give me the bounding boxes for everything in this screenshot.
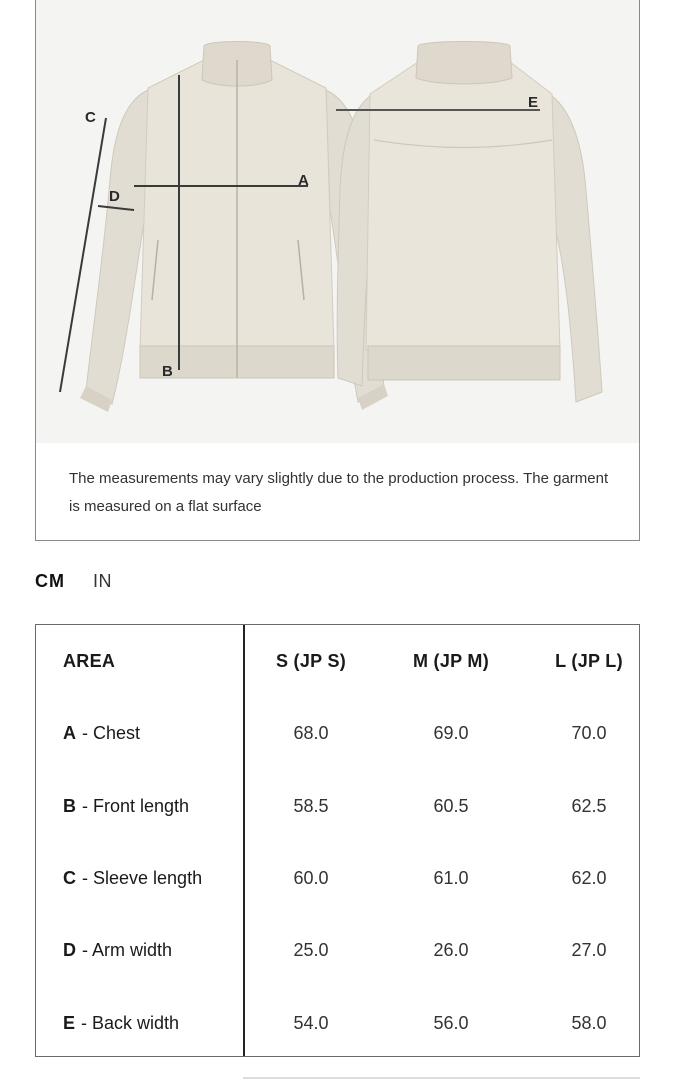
area-letter: E	[63, 1012, 76, 1033]
header-size-m: M (JP M)	[412, 650, 490, 671]
value-m: 61.0	[433, 867, 469, 888]
area-letter: C	[63, 867, 76, 888]
table-header-row	[36, 625, 639, 697]
value-s: 60.0	[293, 867, 329, 888]
table-row-sleeve-length	[36, 842, 639, 914]
value-l: 62.0	[571, 867, 607, 888]
area-letter: A	[63, 722, 76, 743]
value-s: 68.0	[293, 722, 329, 743]
measurement-guide-card	[35, 0, 640, 541]
area-letter: D	[63, 939, 76, 960]
measurement-note: The measurements may vary slightly due to the production process. The garment is measured on a flat surface	[69, 470, 609, 515]
label-a: A	[298, 172, 309, 189]
area-letter: B	[63, 795, 76, 816]
label-b: B	[162, 363, 173, 380]
jacket-diagram	[36, 0, 639, 443]
area-cell	[63, 987, 243, 1059]
value-s: 25.0	[293, 939, 329, 960]
unit-cm-option[interactable]: CM	[35, 571, 65, 591]
value-l: 58.0	[571, 1012, 607, 1033]
value-m: 69.0	[433, 722, 469, 743]
value-m: 26.0	[433, 939, 469, 960]
area-cell	[63, 697, 243, 769]
area-name: - Back width	[81, 1012, 180, 1033]
area-cell	[63, 842, 243, 914]
value-s: 54.0	[293, 1012, 329, 1033]
area-name: - Chest	[82, 722, 141, 743]
table-row-front-length	[36, 770, 639, 842]
area-name: - Arm width	[82, 939, 173, 960]
header-size-l: L (JP L)	[555, 650, 623, 671]
value-m: 60.5	[433, 795, 469, 816]
table-row-back-width	[36, 987, 639, 1059]
label-d: D	[109, 188, 120, 205]
area-cell	[63, 770, 243, 842]
value-l: 27.0	[571, 939, 607, 960]
area-name: - Sleeve length	[82, 867, 203, 888]
unit-toggle	[35, 571, 112, 595]
header-size-s: S (JP S)	[275, 650, 347, 671]
table-row-arm-width	[36, 914, 639, 986]
label-c: C	[85, 109, 96, 126]
jacket-measurement-illustration	[36, 0, 639, 443]
value-l: 70.0	[571, 722, 607, 743]
value-m: 56.0	[433, 1012, 469, 1033]
unit-in-option[interactable]: IN	[93, 571, 112, 591]
value-s: 58.5	[293, 795, 329, 816]
bottom-divider	[243, 1077, 640, 1079]
area-name: - Front length	[82, 795, 190, 816]
back-jacket	[337, 42, 602, 403]
value-l: 62.5	[571, 795, 607, 816]
table-row-chest	[36, 697, 639, 769]
label-e: E	[528, 94, 539, 111]
header-area: AREA	[63, 650, 116, 671]
size-chart-table	[35, 624, 640, 1057]
area-cell	[63, 914, 243, 986]
